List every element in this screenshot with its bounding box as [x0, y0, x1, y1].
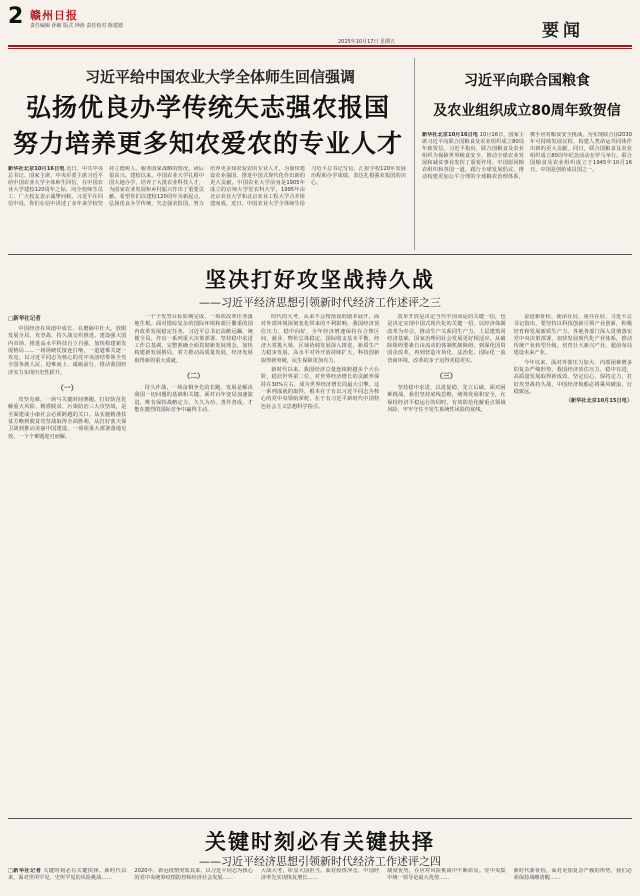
bottom-headline: 关键时刻必有关键抉择 [205, 829, 435, 854]
middle-col3-para: 时代的大考，从来不会按预设的剧本展开。面对外部环境深刻变化带来的不利影响，我国经济顶住压力、稳中向好，全年经济增速保持在合理区间，就业、物价总体稳定，国际收支基本平衡。经济大省挑大梁，区域协调发展深入推进，新质生产力稳步发展，高水平对外开放持续扩大，科技创新取得新突破，民生保障更加有力。 [260, 314, 380, 364]
column-divider [414, 58, 415, 250]
publication-date: 2025年10月17日 星期五 [338, 39, 396, 45]
top-right-article-body [422, 132, 632, 250]
top-right-text: 10月16日，国家主席习近平向联合国粮食及农业组织成立80周年致贺信。习近平指出，联合国粮食及农业组织为保障世界粮食安全、推动全球农业发展和减贫事业发挥了重要作用。中国愿同粮农组织和各国一道，践行全球发展倡议，推动构建更加公平合理的全球粮农治理体系，携手应对粮食安全挑战，为实现联合国2030年可持续发展议程、构建人类命运共同体作出新的更大贡献。同日，联合国粮食及农业组织成立80周年纪念活动在罗马举行。联合国粮食及农业组织成立于1945年10月16日，中国是创始成员国之一。 [422, 132, 632, 180]
section-marker: （三） [435, 372, 457, 381]
bottom-column-3 [261, 868, 379, 894]
editor-credits: 责任编辑 孙敏 版式 钟涛 责任校对 陈建德 [30, 23, 123, 29]
middle-column-5 [514, 314, 632, 854]
masthead [8, 4, 632, 50]
bottom-column-1 [8, 868, 126, 894]
middle-article-columns [8, 314, 632, 854]
top-left-article-body [8, 166, 406, 250]
bottom-col1-text: 关键时刻必有关键抉择。新时代以来，面对世所罕见、史所罕见的风险挑战…… [8, 868, 127, 881]
top-right-headline-1: 习近平向联合国粮食 [464, 73, 590, 89]
middle-column-1 [8, 314, 126, 854]
bottom-col4-text: 制度优势，在应对风险挑战中不断彰显。党中央集中统一领导是最大优势…… [387, 868, 506, 881]
byline: □新华社记者 [8, 316, 41, 322]
page-number: 2 [8, 4, 24, 29]
paper-name: 赣州日报 [30, 9, 78, 22]
middle-col1-para: 中国经济在风雨中成长、在磨砺中壮大。放眼发展全局，攻坚战、持久战交织推进。建设强大国内市场、推进高水平科技自立自强、加快构建新发展格局……一场场硬仗接连打响，一道道难关逐一攻克。以习近平同志为核心的党中央团结带领全党全国各族人民，迎难而上、砥砺前行，推动我国经济实力实现历史性跃升。 [8, 326, 127, 376]
middle-col1-para-b: 攻坚克难，一场与关键时间赛跑。打好防范化解重大风险、精准脱贫、污染防治三大攻坚战，是全面建成小康社会必须跨越的关口。从实施精准扶贫方略到脱贫攻坚战取得全面胜利，从打好蓝天保卫战到推动美丽中国建设，一项项重大部署落地见效，一个个难题迎刃而解。 [8, 397, 127, 440]
header-rule-thin [8, 48, 632, 49]
top-left-headline-1: 弘扬优良办学传统矢志强农报国 [25, 93, 390, 122]
middle-col4-para-b: 坚持稳中求进，以进促稳，先立后破。面对困难挑战，我们坚持底线思维，统筹发展和安全，在保持经济平稳运行的同时，有效防范化解重点领域风险，牢牢守住不发生系统性风险的底线。 [387, 385, 506, 413]
bottom-article-columns [8, 868, 632, 894]
bottom-column-2 [134, 868, 252, 894]
middle-col5-para: 奋进新征程，使命在肩，重任在肩。习近平总书记指出，要坚持以科技创新引领产业创新，积极培育和发展新质生产力。各地各部门深入贯彻落实党中央决策部署，加快发展现代化产业体系，推动传统产业转型升级，培育壮大新兴产业，超前布局建设未来产业。 [513, 314, 633, 357]
dateline-end: （新华社北京10月15日电） [565, 398, 633, 405]
top-left-dateline: 新华社北京10月16日电 [8, 166, 65, 172]
bottom-col3-text: 大战大考，彰显大国担当。面对疫情冲击，中国经济率先实现恢复增长…… [260, 868, 380, 881]
middle-column-4 [387, 314, 505, 854]
middle-headline: 坚决打好攻坚战持久战 [205, 267, 435, 292]
top-right-headline-2: 及农业组织成立80周年致贺信 [433, 103, 621, 119]
middle-subhead: ——习近平经济思想引领新时代经济工作述评之三 [199, 296, 441, 309]
top-left-headline-2: 努力培养更多知农爱农的专业人才 [12, 129, 403, 158]
top-left-kicker: 习近平给中国农业大学全体师生回信强调 [84, 68, 355, 86]
top-right-dateline: 新华社北京10月16日电 [422, 132, 478, 138]
bottom-col5-text: 新时代新征程，面对更加复杂严峻的形势，我们必须保持战略清醒…… [513, 868, 633, 881]
bottom-column-4 [387, 868, 505, 894]
section-divider-top [8, 254, 632, 255]
header-rule [8, 45, 632, 47]
middle-col2-para-b: 持久作战，一场奋楫争先的长跑。发展是解决我国一切问题的基础和关键。面对百年变局加速演进，唯有保持战略定力，久久为功、善作善成，才能在激烈的国际竞争中赢得主动。 [134, 385, 253, 413]
middle-column-2 [134, 314, 252, 854]
middle-column-3 [261, 314, 379, 854]
bottom-subhead: ——习近平经济思想引领新时代经济工作述评之四 [199, 855, 441, 868]
bottom-col2-text: 2020年，新冠疫情突如其来，以习近平同志为核心的党中央统筹疫情防控和经济社会发展…… [134, 868, 253, 881]
bottom-column-5 [514, 868, 632, 894]
middle-col4-para: 改革开放是决定当代中国命运的关键一招，也是决定实现中国式现代化的关键一招。以经济体制改革为牵引，推动生产关系同生产力、上层建筑同经济基础、国家治理同社会发展更好相适应。从破除阻碍要素自由流动的体制机制障碍，到深化国资国企改革，再到营造市场化、法治化、国际化一流营商环境，改革的步子迈得更稳更实。 [387, 314, 506, 364]
section-marker: （一） [56, 384, 78, 393]
middle-col5-para-b: 今年以来，面对外部压力加大、内部困难增多的复杂严峻形势，我国经济顶住压力，稳中有进，高质量发展取得新成效。坚定信心、保持定力，打好攻坚战持久战，中国经济航船必将乘风破浪、行稳致远。 [513, 359, 633, 395]
section-marker: （二） [183, 372, 205, 381]
middle-col2-para: 一个个攻坚目标如期完成，一项项改革任务落地生根。面对错综复杂的国际环境和艰巨繁重的国内改革发展稳定任务，习近平总书记高瞻远瞩、统揽全局，作出一系列重大决策部署。坚持稳中求进工作总基调，完整准确全面贯彻新发展理念，加快构建新发展格局，着力推动高质量发展，经济发展取得新的重大成就。 [134, 314, 253, 364]
section-name: 要闻 [542, 21, 584, 41]
section-divider-bottom [8, 818, 632, 819]
top-left-text: 近日，中共中央总书记、国家主席、中央军委主席习近平给中国农业大学全体师生回信，在中国农业大学建校120周年之际，向全校师生员工、广大校友表示诚挚问候。习近平在回信中说，你们在信中讲述了多年来学校坚持立德树人、服务国家战略的情况，读后很高兴。建校以来，中国农业大学扎根中国大地办学，培养了大批农业科技人才，为国家农业发展和乡村振兴作出了重要贡献。希望你们以建校120周年为新起点，弘扬优良办学传统，矢志强农报国，努力培养更多知农爱农的专业人才，为加快建设农业强国、推进中国式现代化作出新的更大贡献。中国农业大学前身是1905年成立的京师大学堂农科大学，1995年由北京农业大学和北京农业工程大学合并组建而成。近日，中国农业大学全体师生给习近平总书记写信，汇报学校120年发展历程和办学成绩，表达扎根强农报国的决心。 [8, 166, 406, 207]
middle-col3-para-b: 新时代以来，我国经济总量连续跨越多个大台阶，稳居世界第二位，对世界经济增长的贡献率保持在30%左右，成为世界经济增长的最大引擎。这一系列成就的取得，根本在于有以习近平同志为核心的党中央领航掌舵，在于有习近平新时代中国特色社会主义思想科学指引。 [260, 367, 380, 410]
bottom-byline: □新华社记者 [8, 868, 42, 874]
